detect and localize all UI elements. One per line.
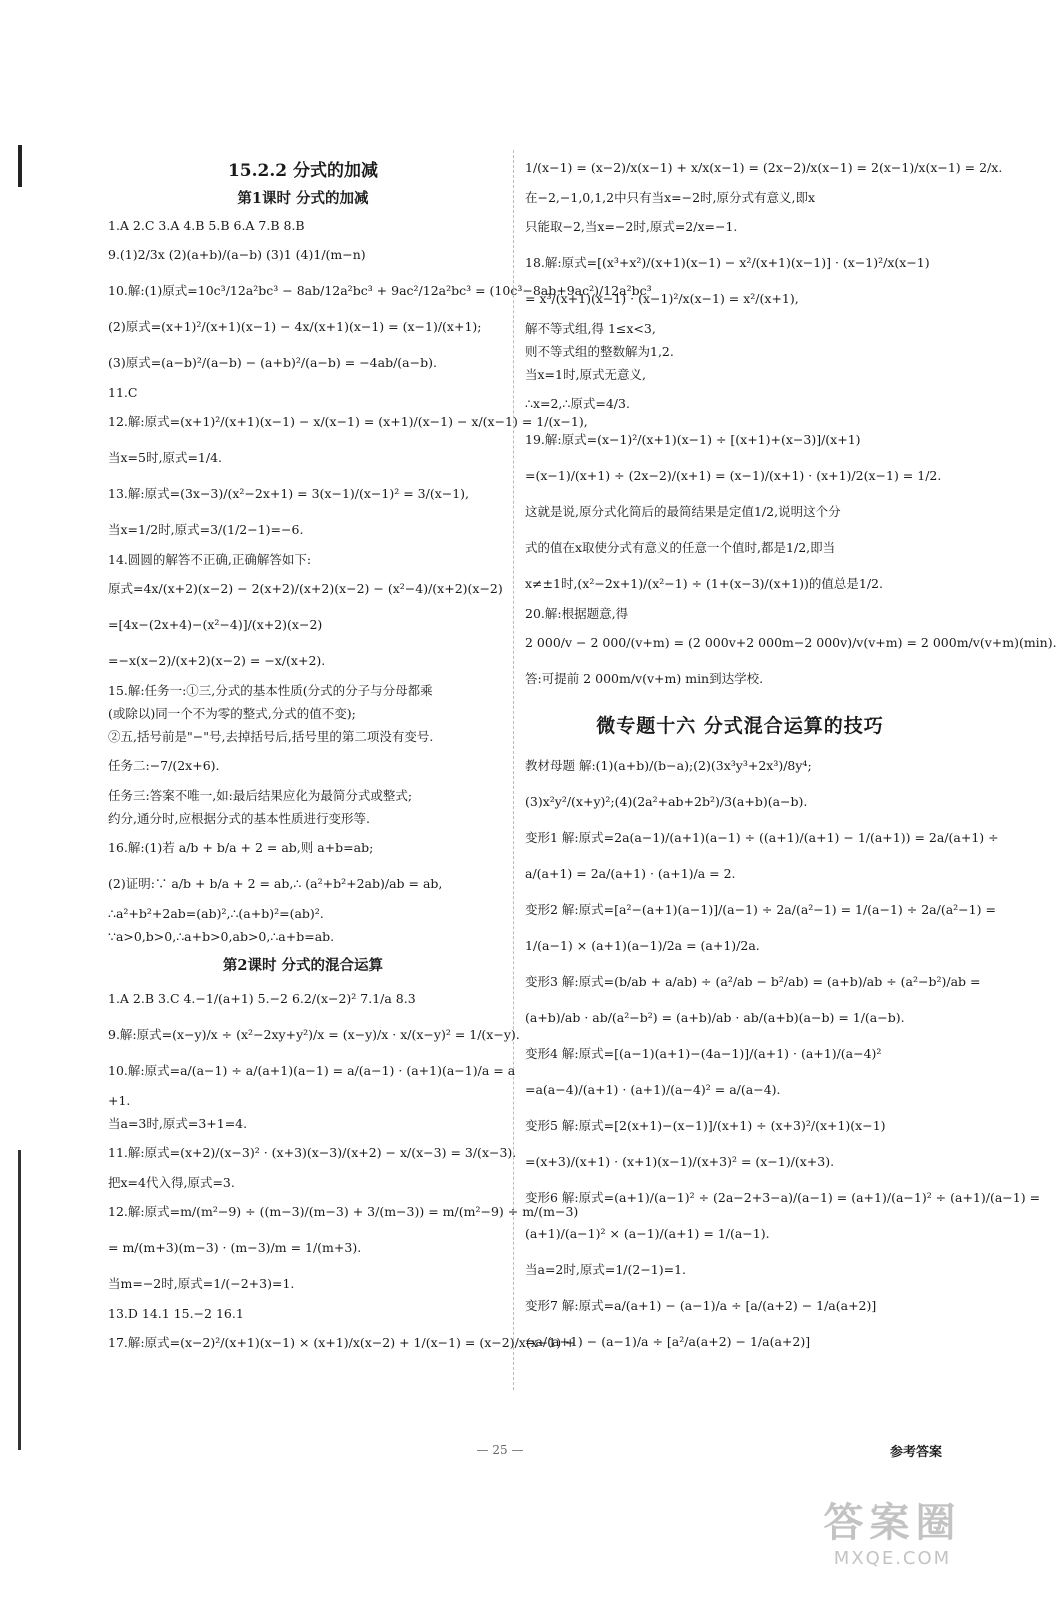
answer-line: ②五,括号前是"−"号,去掉括号后,括号里的第二项没有变号. — [108, 729, 434, 744]
watermark-logo-text: 答案圈 — [823, 1500, 962, 1546]
answer-line: 当x=1/2时,原式=3/(1/2−1)=−6. — [108, 522, 304, 537]
answer-line: 变形4 解:原式=[(a−1)(a+1)−(4a−1)]/(a+1) · (a+1)/(a−4)² — [525, 1046, 882, 1061]
answer-line: 当a=2时,原式=1/(2−1)=1. — [525, 1262, 687, 1277]
answer-line: 11.解:原式=(x+2)/(x−3)² · (x+3)(x−3)/(x+2) − x/(x−3) = 3/(x−3). — [108, 1145, 517, 1160]
answer-line: 13.D 14.1 15.−2 16.1 — [108, 1306, 244, 1321]
answer-line: 18.解:原式=[(x³+x²)/(x+1)(x−1) − x²/(x+1)(x−1)] · (x−1)²/x(x−1) — [525, 255, 930, 270]
answer-line: ∵a>0,b>0,∴a+b>0,ab>0,∴a+b=ab. — [108, 929, 335, 944]
footer-label: 参考答案 — [889, 1445, 942, 1460]
answer-line: (或除以)同一个不为零的整式,分式的值不变); — [108, 706, 356, 721]
binding-mark — [18, 1150, 21, 1450]
answer-line: 1.A 2.B 3.C 4.−1/(a+1) 5.−2 6.2/(x−2)² 7.1/a 8.3 — [108, 991, 416, 1006]
answer-line: 16.解:(1)若 a/b + b/a + 2 = ab,则 a+b=ab; — [108, 840, 374, 855]
answer-line: (2)证明:∵ a/b + b/a + 2 = ab,∴ (a²+b²+2ab)/ab = ab, — [108, 876, 443, 891]
answer-line: 15.解:任务一:①三,分式的基本性质(分式的分子与分母都乘 — [108, 683, 433, 698]
right-column — [525, 150, 1057, 1360]
answer-line: =a/(a+1) − (a−1)/a ÷ [a²/a(a+2) − 1/a(a+2)] — [525, 1334, 811, 1349]
answer-line: 当m=−2时,原式=1/(−2+3)=1. — [108, 1276, 295, 1291]
answer-line: 变形5 解:原式=[2(x+1)−(x−1)]/(x+1) ÷ (x+3)²/(x+1)(x−1) — [525, 1118, 886, 1133]
answer-line: =[4x−(2x+4)−(x²−4)]/(x+2)(x−2) — [108, 617, 323, 632]
answer-line: 10.解:(1)原式=10c³/12a²bc³ − 8ab/12a²bc³ + 9ac²/12a²bc³ = (10c³−8ab+9ac²)/12a²bc³ — [108, 283, 652, 298]
answer-line: 约分,通分时,应根据分式的基本性质进行变形等. — [108, 811, 370, 826]
answer-line: 2 000/v − 2 000/(v+m) = (2 000v+2 000m−2 000v)/v(v+m) = 2 000m/v(v+m)(min). — [525, 635, 1057, 650]
answer-line: (3)x²y²/(x+y)²;(4)(2a²+ab+2b²)/3(a+b)(a−b). — [525, 794, 808, 809]
answer-line: =a(a−4)/(a+1) · (a+1)/(a−4)² = a/(a−4). — [525, 1082, 781, 1097]
answer-line: a/(a+1) = 2a/(a+1) · (a+1)/a = 2. — [525, 866, 736, 881]
answer-line: ∴a²+b²+2ab=(ab)²,∴(a+b)²=(ab)². — [108, 906, 324, 921]
answer-line: 1/(a−1) × (a+1)(a−1)/2a = (a+1)/2a. — [525, 938, 760, 953]
answer-line: (a+b)/ab · ab/(a²−b²) = (a+b)/ab · ab/(a+b)(a−b) = 1/(a−b). — [525, 1010, 905, 1025]
answer-line: 任务二:−7/(2x+6). — [108, 758, 220, 773]
binding-mark — [18, 145, 22, 187]
answer-line: 12.解:原式=m/(m²−9) ÷ ((m−3)/(m−3) + 3/(m−3)) = m/(m²−9) ÷ m/(m−3) — [108, 1204, 579, 1219]
answer-line: 当a=3时,原式=3+1=4. — [108, 1116, 248, 1131]
answer-line: = x³/(x+1)(x−1) · (x−1)²/x(x−1) = x²/(x+1), — [525, 291, 799, 306]
answer-line: 9.解:原式=(x−y)/x ÷ (x²−2xy+y²)/x = (x−y)/x · x/(x−y)² = 1/(x−y). — [108, 1027, 520, 1042]
answer-line: (2)原式=(x+1)²/(x+1)(x−1) − 4x/(x+1)(x−1) = (x−1)/(x+1); — [108, 319, 482, 334]
answer-line: 1/(x−1) = (x−2)/x(x−1) + x/x(x−1) = (2x−2)/x(x−1) = 2(x−1)/x(x−1) = 2/x. — [525, 160, 1003, 175]
answer-line: 9.(1)2/3x (2)(a+b)/(a−b) (3)1 (4)1/(m−n) — [108, 247, 366, 262]
answer-line: ∴x=2,∴原式=4/3. — [525, 396, 630, 411]
answer-line: 任务三:答案不唯一,如:最后结果应化为最简分式或整式; — [108, 788, 413, 803]
watermark-logo — [805, 1498, 980, 1588]
answer-block — [108, 981, 579, 1361]
answer-line: 当x=5时,原式=1/4. — [108, 450, 223, 465]
answer-line: (a+1)/(a−1)² × (a−1)/(a+1) = 1/(a−1). — [525, 1226, 770, 1241]
answer-line: 解不等式组,得 1≤x<3, — [525, 321, 656, 336]
answer-line: 则不等式组的整数解为1,2. — [525, 344, 674, 359]
answer-line: 14.圆圆的解答不正确,正确解答如下: — [108, 552, 312, 567]
answer-line: 原式=4x/(x+2)(x−2) − 2(x+2)/(x+2)(x−2) − (x²−4)/(x+2)(x−2) — [108, 581, 503, 596]
lesson-title: 第2课时 分式的混合运算 — [222, 957, 384, 974]
answer-line: 变形1 解:原式=2a(a−1)/(a+1)(a−1) ÷ ((a+1)/(a+1) − 1/(a+1)) = 2a/(a+1) ÷ — [525, 830, 999, 845]
answer-line: (3)原式=(a−b)²/(a−b) − (a+b)²/(a−b) = −4ab/(a−b). — [108, 355, 437, 370]
answer-line: =(x−1)/(x+1) ÷ (2x−2)/(x+1) = (x−1)/(x+1) · (x+1)/2(x−1) = 1/2. — [525, 468, 942, 483]
answer-line: 把x=4代入得,原式=3. — [108, 1175, 235, 1190]
answer-line: 只能取−2,当x=−2时,原式=2/x=−1. — [525, 219, 738, 234]
answer-line: 19.解:原式=(x−1)²/(x+1)(x−1) ÷ [(x+1)+(x−3)]/(x+1) — [525, 432, 861, 447]
answer-line: 教材母题 解:(1)(a+b)/(b−a);(2)(3x³y³+2x³)/8y⁴; — [525, 758, 812, 773]
lesson-title: 第1课时 分式的加减 — [237, 190, 369, 207]
answer-line: 在−2,−1,0,1,2中只有当x=−2时,原分式有意义,即x — [525, 190, 816, 205]
answer-line: 变形7 解:原式=a/(a+1) − (a−1)/a ÷ [a/(a+2) − 1/a(a+2)] — [525, 1298, 877, 1313]
answer-line: 这就是说,原分式化简后的最简结果是定值1/2,说明这个分 — [525, 504, 841, 519]
answer-line: x≠±1时,(x²−2x+1)/(x²−1) ÷ (1+(x−3)/(x+1))的值总是1/2. — [525, 576, 883, 591]
answer-line: 式的值在x取使分式有意义的任意一个值时,都是1/2,即当 — [525, 540, 836, 555]
answer-line: 11.C — [108, 385, 138, 400]
section-title: 15.2.2 分式的加减 — [227, 161, 379, 181]
answer-line: 12.解:原式=(x+1)²/(x+1)(x−1) − x/(x−1) = (x+1)/(x−1) − x/(x−1) = 1/(x−1), — [108, 414, 588, 429]
answer-line: 20.解:根据题意,得 — [525, 606, 629, 621]
answer-line: 当x=1时,原式无意义, — [525, 367, 646, 382]
page-number: — 25 — — [476, 1443, 524, 1457]
answer-line: 答:可提前 2 000m/v(v+m) min到达学校. — [525, 671, 764, 686]
answer-line: 变形2 解:原式=[a²−(a+1)(a−1)]/(a−1) ÷ 2a/(a²−1) = 1/(a−1) ÷ 2a/(a²−1) = — [525, 902, 996, 917]
answer-line: 17.解:原式=(x−2)²/(x+1)(x−1) × (x+1)/x(x−2) + 1/(x−1) = (x−2)/x(x−1) + — [108, 1335, 576, 1350]
answer-line: 10.解:原式=a/(a−1) ÷ a/(a+1)(a−1) = a/(a−1) · (a+1)(a−1)/a = a — [108, 1063, 516, 1078]
answer-line: =(x+3)/(x+1) · (x+1)(x−1)/(x+3)² = (x−1)/(x+3). — [525, 1154, 835, 1169]
answer-line: 13.解:原式=(3x−3)/(x²−2x+1) = 3(x−1)/(x−1)² = 3/(x−1), — [108, 486, 470, 501]
answer-block — [525, 150, 1057, 697]
watermark-url: MXQE.COM — [833, 1548, 952, 1569]
answer-line: 变形6 解:原式=(a+1)/(a−1)² ÷ (2a−2+3−a)/(a−1) = (a+1)/(a−1)² ÷ (a+1)/(a−1) = — [525, 1190, 1041, 1205]
answer-block — [525, 748, 1041, 1360]
answer-line: =−x(x−2)/(x+2)(x−2) = −x/(x+2). — [108, 653, 326, 668]
answer-line: +1. — [108, 1093, 131, 1108]
answer-line: 变形3 解:原式=(b/ab + a/ab) ÷ (a²/ab − b²/ab) = (a+b)/ab ÷ (a²−b²)/ab = — [525, 974, 981, 989]
topic-title: 微专题十六 分式混合运算的技巧 — [596, 715, 884, 737]
answer-line: = m/(m+3)(m−3) · (m−3)/m = 1/(m+3). — [108, 1240, 362, 1255]
answer-line: 1.A 2.C 3.A 4.B 5.B 6.A 7.B 8.B — [108, 218, 305, 233]
